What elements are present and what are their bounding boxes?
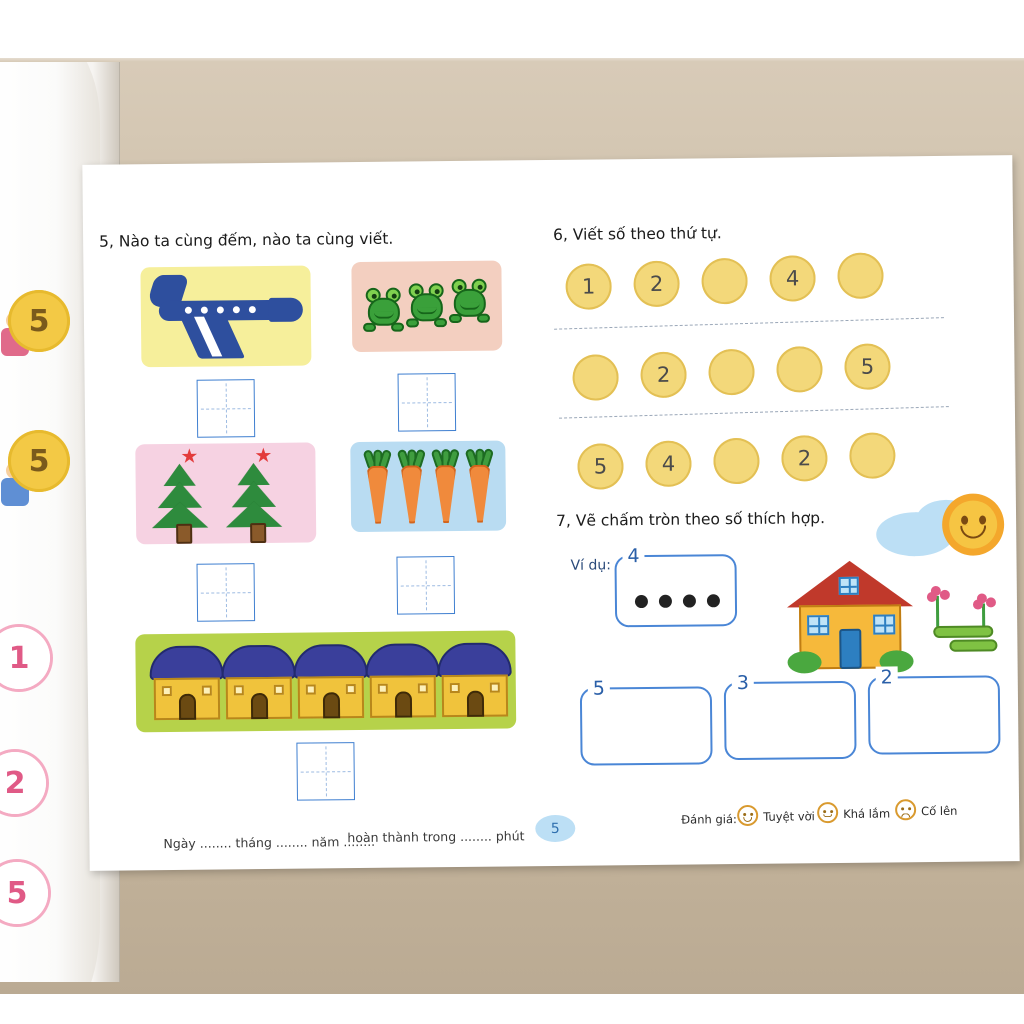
q5-card-frogs bbox=[351, 261, 502, 353]
frog bbox=[405, 281, 449, 327]
q6-coin[interactable] bbox=[633, 261, 679, 307]
example-dot bbox=[707, 594, 720, 607]
badge-label: 5 bbox=[28, 303, 50, 339]
bush bbox=[787, 651, 821, 673]
q6-coin[interactable] bbox=[837, 253, 883, 299]
carrot bbox=[466, 449, 493, 523]
q5-title: 5, Nào ta cùng đếm, nào ta cùng viết. bbox=[99, 229, 394, 251]
q6-coin[interactable] bbox=[781, 435, 827, 481]
hut bbox=[435, 642, 514, 719]
coin-value: 4 bbox=[785, 266, 800, 291]
q6-coin[interactable] bbox=[713, 438, 759, 484]
coin-value: 2 bbox=[656, 362, 671, 387]
christmas-tree: ★ bbox=[227, 451, 300, 544]
badge-label: 1 bbox=[8, 640, 30, 676]
q5-answer-box-carrots[interactable] bbox=[396, 556, 455, 615]
badge-3 bbox=[0, 627, 50, 689]
q6-coin[interactable] bbox=[577, 443, 623, 489]
q6-divider bbox=[559, 406, 949, 419]
hut bbox=[363, 643, 442, 720]
q5-answer-box-huts[interactable] bbox=[296, 742, 355, 801]
q6-coin[interactable] bbox=[776, 346, 822, 392]
coin-value: 2 bbox=[797, 446, 812, 471]
q6-coin[interactable] bbox=[708, 349, 754, 395]
q6-title: 6, Viết số theo thứ tự. bbox=[552, 224, 722, 244]
sun-icon bbox=[942, 493, 1005, 556]
frog bbox=[448, 277, 492, 323]
q6-coin[interactable] bbox=[640, 352, 686, 398]
q5-card-trees bbox=[135, 442, 316, 544]
q7-answer-number-1: 5 bbox=[588, 677, 610, 699]
frog bbox=[362, 286, 406, 332]
evaluation-label: Đánh giá: bbox=[681, 812, 737, 827]
evaluation-option-2[interactable]: Khá lắm bbox=[843, 806, 891, 821]
coin-value: 5 bbox=[593, 454, 608, 479]
q6-coin[interactable] bbox=[849, 432, 895, 478]
smiley-tryagain-icon[interactable] bbox=[895, 799, 916, 820]
badge-4 bbox=[0, 752, 46, 814]
q7-example-number: 4 bbox=[622, 545, 644, 567]
q7-example-label: Ví dụ: bbox=[570, 557, 612, 574]
smiley-great-icon[interactable] bbox=[737, 805, 758, 826]
q7-answer-number-3: 2 bbox=[876, 666, 898, 688]
q5-answer-box-frogs[interactable] bbox=[398, 373, 457, 432]
q6-coin[interactable] bbox=[565, 263, 611, 309]
q6-coin[interactable] bbox=[701, 258, 747, 304]
q5-card-carrots bbox=[350, 440, 506, 532]
badge-2 bbox=[8, 430, 70, 492]
example-dot bbox=[659, 595, 672, 608]
badge-label: 5 bbox=[28, 443, 50, 479]
worksheet-page bbox=[82, 155, 1019, 871]
caterpillar bbox=[949, 639, 997, 652]
q5-answer-box-trees[interactable] bbox=[197, 563, 256, 622]
desk-bottom-edge bbox=[0, 994, 1024, 1024]
airplane-nose bbox=[269, 298, 303, 322]
q5-card-airplane bbox=[140, 266, 311, 368]
carrot bbox=[398, 449, 425, 523]
christmas-tree: ★ bbox=[153, 451, 226, 544]
evaluation-option-1[interactable]: Tuyệt vời bbox=[763, 809, 815, 824]
house-window bbox=[839, 577, 859, 595]
q7-title: 7, Vẽ chấm tròn theo số thích hợp. bbox=[555, 509, 826, 530]
page-number-badge bbox=[535, 815, 575, 842]
caterpillar bbox=[933, 625, 993, 638]
coin-value: 2 bbox=[649, 271, 664, 296]
hut bbox=[147, 645, 226, 722]
carrot bbox=[432, 449, 459, 523]
badge-1 bbox=[8, 290, 70, 352]
q7-answer-number-2: 3 bbox=[732, 672, 754, 694]
coin-value: 1 bbox=[581, 274, 596, 299]
badge-label: 2 bbox=[4, 765, 26, 801]
house-door bbox=[839, 629, 861, 669]
house-window bbox=[873, 614, 895, 634]
q6-coin[interactable] bbox=[769, 255, 815, 301]
desk-top-edge bbox=[0, 0, 1024, 58]
q6-coin[interactable] bbox=[572, 354, 618, 400]
q6-divider bbox=[554, 317, 944, 330]
example-dot bbox=[683, 594, 696, 607]
page-number: 5 bbox=[550, 820, 560, 837]
footer-date-line: Ngày ........ tháng ........ năm ........ bbox=[163, 833, 376, 852]
hut bbox=[219, 645, 298, 722]
evaluation-option-3[interactable]: Cố lên bbox=[921, 803, 958, 819]
q6-coin[interactable] bbox=[844, 343, 890, 389]
q5-card-huts bbox=[135, 630, 516, 732]
badge-label: 5 bbox=[6, 875, 28, 911]
hut bbox=[291, 644, 370, 721]
smiley-good-icon[interactable] bbox=[817, 802, 838, 823]
q6-coin[interactable] bbox=[645, 441, 691, 487]
badge-5 bbox=[0, 862, 48, 924]
q5-answer-box-airplane[interactable] bbox=[197, 379, 256, 438]
coin-value: 5 bbox=[860, 354, 875, 379]
coin-value: 4 bbox=[661, 451, 676, 476]
house-window bbox=[807, 615, 829, 635]
carrot bbox=[364, 450, 391, 524]
example-dot bbox=[635, 595, 648, 608]
footer-time-line: hoàn thành trong ........ phút bbox=[347, 828, 525, 846]
